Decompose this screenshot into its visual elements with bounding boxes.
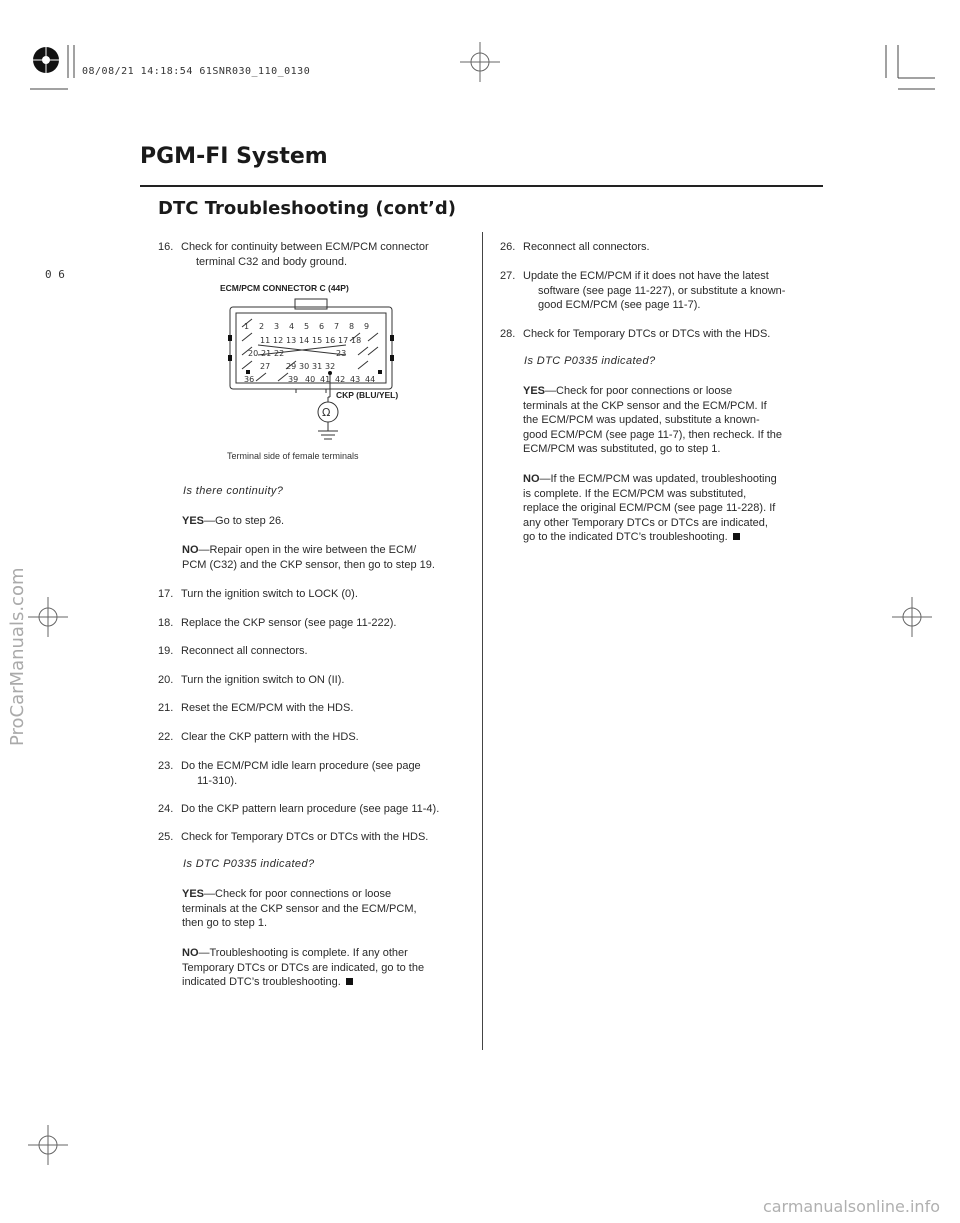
step-text: Clear the CKP pattern with the HDS. [181, 731, 359, 743]
pin-row3-label: 23 [336, 349, 347, 358]
pin-row5-label: 43 [350, 375, 361, 384]
connector-diagram [228, 297, 398, 445]
step-number: 21. [158, 702, 174, 714]
pin-row5-label: 40 [305, 375, 316, 384]
answer-text-line1: If the ECM/PCM was updated, troubleshooting [550, 473, 777, 485]
pin-row3-label: 21 [261, 349, 272, 358]
step-text-line2: software (see page 11-227), or substitute a known- [538, 284, 786, 297]
answer-text-line3: then go to step 1. [182, 917, 268, 929]
pin-row5-label: 42 [335, 375, 346, 384]
answer-yes-2: YES—Check for poor connections or loose terminals at the CKP sensor and the ECM/PCM, then go to step 1. [182, 887, 482, 931]
step-text: Reconnect all connectors. [181, 645, 308, 657]
pin-row3-label: 20 [248, 349, 259, 358]
print-stamp: 08/08/21 14:18:54 61SNR030_110_0130 [82, 66, 311, 77]
pin-row2-label: 11 [260, 336, 271, 345]
step-text: Check for Temporary DTCs or DTCs with the HDS. [181, 831, 429, 843]
step-text: Turn the ignition switch to LOCK (0). [181, 588, 358, 600]
step-text-line2: 11-310). [197, 774, 238, 787]
step-number: 20. [158, 674, 174, 686]
pin-row1-label: 5 [304, 322, 310, 331]
crosshair-top-icon [460, 42, 500, 82]
end-mark-icon [733, 533, 740, 540]
title-divider [140, 185, 823, 187]
terminal-32-probe [328, 371, 332, 375]
answer-text-line4: good ECM/PCM (see page 11-7), then recheck. If the [523, 428, 783, 441]
pin-row2-label: 14 [299, 336, 310, 345]
pin-row4-label: 31 [312, 362, 323, 371]
section-subtitle: DTC Troubleshooting (cont’d) [158, 198, 456, 219]
question-continuity: Is there continuity? [183, 485, 284, 497]
step-number: 17. [158, 588, 174, 600]
step-text-line3: good ECM/PCM (see page 11-7). [538, 299, 701, 311]
answer-yes-1: YES—Go to step 26. [182, 515, 285, 527]
ckp-wire-label: CKP (BLU/YEL) [336, 390, 399, 400]
crosshair-right-icon [892, 597, 932, 637]
pin-row1-label: 4 [289, 322, 295, 331]
answer-text-line1: Repair open in the wire between the ECM/ [209, 544, 417, 556]
pin-row5-label: 36 [244, 375, 255, 384]
no-label: NO [182, 947, 199, 959]
pin-row2-label: 12 [273, 336, 284, 345]
step-text: Turn the ignition switch to ON (II). [181, 674, 345, 686]
crosshair-left-icon [28, 597, 68, 637]
answer-text-line2: terminals at the CKP sensor and the ECM/PCM. If [523, 399, 767, 412]
answer-text-line2: is complete. If the ECM/PCM was substituted, [523, 487, 747, 500]
end-mark-icon [346, 978, 353, 985]
answer-text-line2: PCM (C32) and the CKP sensor, then go to step 19. [182, 558, 435, 571]
pin-row1-label: 1 [244, 322, 250, 331]
answer-text-line5: ECM/PCM was substituted, go to step 1. [523, 443, 721, 455]
answer-no-3: NO—If the ECM/PCM was updated, troubleshooting is complete. If the ECM/PCM was substituted, replace the original ECM/PCM (see page 11-228). If any other Temporary DTCs or DTCs are indicated, go to the indicated DTC’s troubleshooting. [523, 472, 823, 545]
step-text: Reconnect all connectors. [523, 241, 650, 253]
step-text-line1: Update the ECM/PCM if it does not have the latest [523, 270, 769, 282]
step-text: Do the CKP pattern learn procedure (see page 11-4). [181, 803, 440, 815]
step-number: 27. [500, 270, 516, 282]
pin-row4-label: 32 [325, 362, 336, 371]
pin-row1-label: 9 [364, 322, 370, 331]
step-number: 16. [158, 241, 174, 253]
page-title: PGM-FI System [140, 144, 328, 169]
answer-text-line1: Check for poor connections or loose [215, 888, 392, 900]
figure-title: ECM/PCM CONNECTOR C (44P) [220, 283, 349, 293]
answer-text-line4: any other Temporary DTCs or DTCs are indicated, [523, 516, 768, 529]
pin-row1-label: 7 [334, 322, 340, 331]
pin-row5-label: 44 [365, 375, 376, 384]
pin-row5-label: 41 [320, 375, 331, 384]
ohm-symbol-icon: Ω [322, 406, 331, 419]
step-number: 28. [500, 328, 516, 340]
figure-caption: Terminal side of female terminals [227, 451, 359, 461]
pin-row2-label: 16 [325, 336, 336, 345]
step-number: 24. [158, 803, 174, 815]
pin-row2-label: 15 [312, 336, 323, 345]
pin-row1-label: 2 [259, 322, 265, 331]
step-text: Check for Temporary DTCs or DTCs with the HDS. [523, 328, 771, 340]
step-text-line1: Check for continuity between ECM/PCM connector [181, 241, 429, 253]
yes-label: YES [182, 888, 205, 900]
pin-row2-label: 18 [351, 336, 362, 345]
step-text: Reset the ECM/PCM with the HDS. [181, 702, 354, 714]
answer-text-line2: terminals at the CKP sensor and the ECM/PCM, [182, 902, 417, 915]
question-dtc-p0335-right: Is DTC P0335 indicated? [524, 355, 656, 367]
step-number: 23. [158, 760, 174, 772]
answer-text-line2: Temporary DTCs or DTCs are indicated, go to the [182, 961, 425, 974]
no-label: NO [523, 473, 540, 485]
step-number: 26. [500, 241, 516, 253]
pin-row5-label: 39 [288, 375, 299, 384]
step-text-line2: terminal C32 and body ground. [196, 255, 348, 268]
page-marker: 0 6 [45, 268, 65, 281]
pin-row2-label: 13 [286, 336, 297, 345]
answer-no-1: NO—Repair open in the wire between the ECM/ PCM (C32) and the CKP sensor, then go to step 19. [182, 543, 482, 572]
step-number: 18. [158, 617, 174, 629]
answer-no-2: NO—Troubleshooting is complete. If any other Temporary DTCs or DTCs are indicated, go to the indicated DTC’s troubleshooting. [182, 946, 482, 990]
step-text: Replace the CKP sensor (see page 11-222). [181, 617, 397, 629]
pin-row4-label: 29 [286, 362, 297, 371]
pin-row1-label: 8 [349, 322, 355, 331]
crosshair-bottom-left-icon [28, 1125, 68, 1165]
pin-row4-label: 30 [299, 362, 310, 371]
pin-row1-label: 6 [319, 322, 325, 331]
question-dtc-p0335-left: Is DTC P0335 indicated? [183, 858, 315, 870]
footer-watermark: carmanualsonline.info [762, 1197, 940, 1216]
answer-text-line5: go to the indicated DTC’s troubleshooting. [523, 531, 728, 543]
answer-text-line3: the ECM/PCM was updated, substitute a known- [523, 414, 760, 426]
no-label: NO [182, 544, 199, 556]
pin-row4-label: 27 [260, 362, 271, 371]
pin-row2-label: 17 [338, 336, 349, 345]
side-watermark: ProCarManuals.com [7, 567, 28, 746]
step-text-line1: Do the ECM/PCM idle learn procedure (see page [181, 760, 421, 772]
answer-text-line1: Troubleshooting is complete. If any other [209, 947, 408, 959]
step-number: 19. [158, 645, 174, 657]
pin-row1-label: 3 [274, 322, 280, 331]
yes-label: YES [523, 385, 546, 397]
answer-text: Go to step 26. [215, 515, 285, 527]
answer-yes-3: YES—Check for poor connections or loose terminals at the CKP sensor and the ECM/PCM. If the ECM/PCM was updated, substitute a known- good ECM/PCM (see page 11-7), then recheck. If the ECM/PCM was substituted, go to step 1. [523, 384, 823, 457]
pin-row3-label: 22 [274, 349, 285, 358]
answer-text-line1: Check for poor connections or loose [556, 385, 733, 397]
step-number: 25. [158, 831, 174, 843]
column-divider [482, 232, 483, 1050]
yes-label: YES [182, 515, 205, 527]
answer-text-line3: indicated DTC’s troubleshooting. [182, 976, 341, 988]
step-number: 22. [158, 731, 174, 743]
answer-text-line3: replace the original ECM/PCM (see page 11-228). If [523, 502, 776, 514]
corner-bullseye-icon [29, 43, 63, 77]
